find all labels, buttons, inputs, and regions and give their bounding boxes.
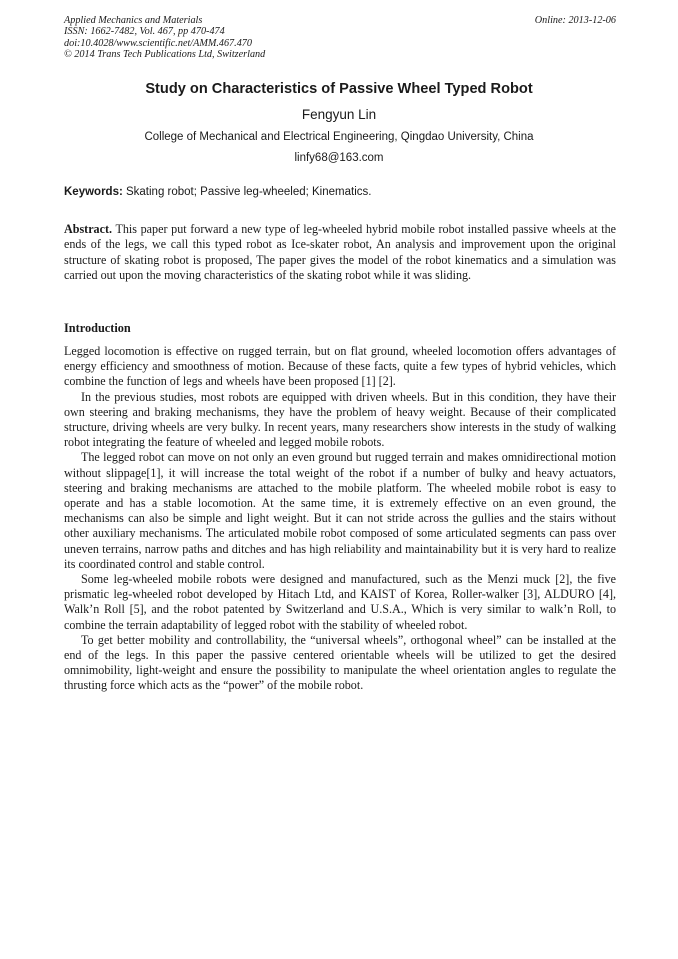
abstract xyxy=(64,222,616,283)
copyright-line: © 2014 Trans Tech Publications Ltd, Switzerland xyxy=(64,49,266,61)
keywords-text: Skating robot; Passive leg-wheeled; Kinematics. xyxy=(122,186,372,198)
abstract-label: Abstract. xyxy=(64,222,113,236)
body-paragraph: In the previous studies, most robots are equipped with driven wheels. But in this condition, they have their own steering and braking mechanisms, they have the problem of heavy weight. Because of their complicated structure, driving wheels are very bulky. In recent years, many researchers show interests in the study of walking robot integrating the feature of wheeled and legged mobile robots. xyxy=(64,389,616,450)
section-heading-introduction: Introduction xyxy=(64,321,131,335)
keywords-label: Keywords: xyxy=(64,186,123,198)
online-date: Online: 2013-12-06 xyxy=(534,15,616,26)
body-paragraph: Legged locomotion is effective on rugged terrain, but on flat ground, wheeled locomotion offers advantages of energy efficiency and smoothness of motion. Because of these facts, quite a few types of hybrid vehicles, which combine the function of legs and wheels have been proposed [1] [2]. xyxy=(64,344,616,389)
abstract-text: This paper put forward a new type of leg-wheeled hybrid mobile robot installed passive wheels at the ends of the legs, we call this typed robot as Ice-skater robot, An analysis and improvement upon the original structure of skating robot is proposed, The paper gives the model of the robot kinematics and a simulation was carried out upon the moving characteristics of the skating robot while it was sliding. xyxy=(64,222,616,282)
author-name: Fengyun Lin xyxy=(301,107,377,122)
body-paragraph: The legged robot can move on not only an even ground but rugged terrain and makes omnidirectional motion without slippage[1], it will increase the total weight of the robot if a number of bulky and heavy actuators, steering and braking mechanisms are attached to the mobile platform. The wheeled mobile robot is easy to operate and has a stable locomotion. At the same time, it is extremely effective on an even ground, the mechanisms can also be simple and light weight. But it can not stride across the gullies and the stairs without other auxiliary mechanisms. The articulated mobile robot composed of some articulated segments can pass over uneven terrains, narrow paths and ditches and has high reliability and maintainability but it is very hard to realize its coordinated control and stable control. xyxy=(64,450,616,571)
journal-name: Applied Mechanics and Materials xyxy=(64,15,203,26)
author-email: linfy68@163.com xyxy=(294,152,384,164)
introduction-body xyxy=(64,344,616,694)
issn-line: ISSN: 1662-7482, Vol. 467, pp 470-474 xyxy=(64,26,225,38)
paper-title: Study on Characteristics of Passive Wheel Typed Robot xyxy=(145,81,533,97)
keywords xyxy=(64,186,616,198)
doi-line: doi:10.4028/www.scientific.net/AMM.467.470 xyxy=(64,37,252,49)
journal-header xyxy=(64,15,616,61)
body-paragraph: Some leg-wheeled mobile robots were designed and manufactured, such as the Menzi muck [2], the five prismatic leg-wheeled robot developed by Hitach Ltd, and KAIST of Korea, Roller-walker [3], ALDURO [4], Walk’n Roll [5], and the robot patented by Switzerland and U.S.A., Which is very similar to walk’n Roll, to combine the terrain adaptability of legged robot with the stability of wheeled robot. xyxy=(64,572,616,632)
author-affiliation: College of Mechanical and Electrical Engineering, Qingdao University, China xyxy=(144,131,534,143)
body-paragraph: To get better mobility and controllability, the “universal wheels”, orthogonal wheel” can be installed at the end of the legs. In this paper the passive centered orientable wheels will be utilized to get the desired omnimobility, light-weight and ensure the possibility to manipulate the wheel orientation angles to regulate the thrusting force which acts as the “power” of the mobile robot. xyxy=(64,632,616,693)
